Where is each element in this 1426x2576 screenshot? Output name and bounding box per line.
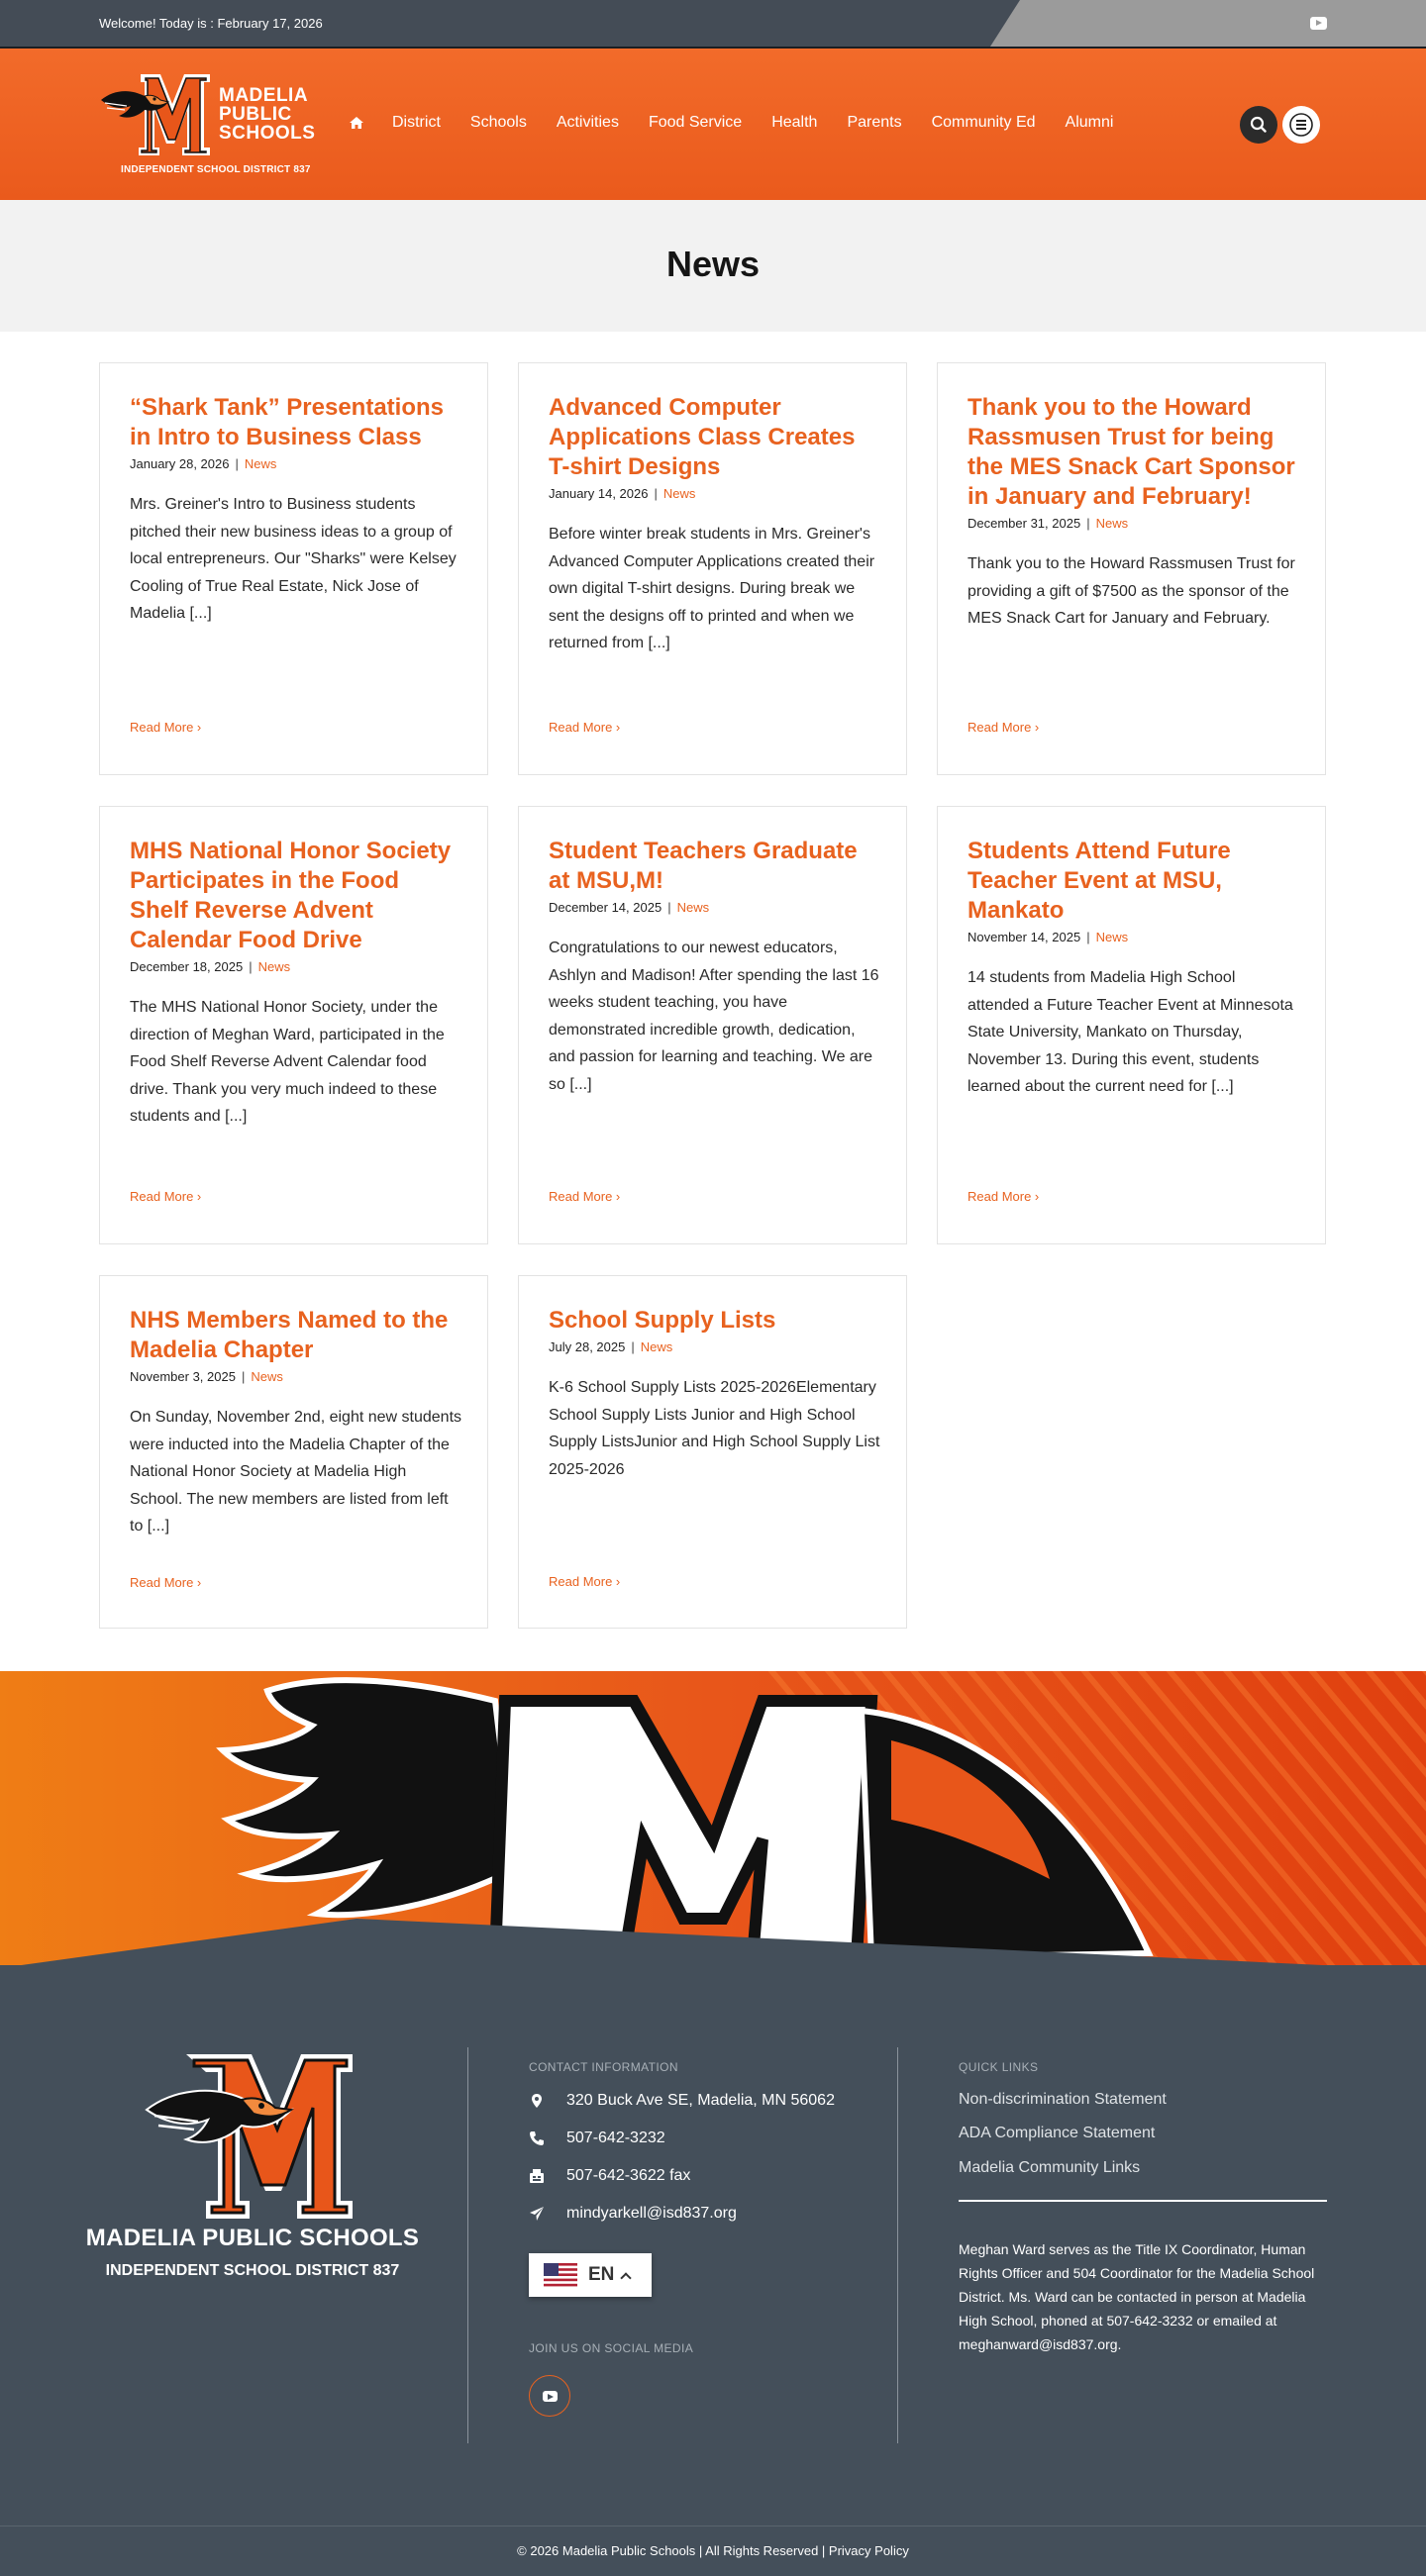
copyright-bar — [0, 2526, 1426, 2576]
quick-link-community-links[interactable]: Madelia Community Links — [959, 2159, 1141, 2176]
news-category-link[interactable]: News — [251, 1369, 283, 1384]
hamburger-menu-icon — [1282, 106, 1320, 144]
site-header — [0, 49, 1426, 200]
read-more-link[interactable]: Read More › — [549, 720, 621, 735]
news-card-title[interactable]: MHS National Honor Society Participates in the Food Shelf Reverse Advent Calendar Food Drive — [130, 838, 452, 953]
news-card-excerpt: Congratulations to our newest educators, Ashlyn and Madison! After spending the last 16 weeks student teaching, you have demonstrated incredible growth, dedication, and passion for learning and teaching. We are so [...] — [549, 940, 879, 1093]
nav-district[interactable]: District — [392, 114, 441, 131]
logo-district-text: INDEPENDENT SCHOOL DISTRICT 837 — [121, 164, 311, 175]
logo-wordmark: MADELIA PUBLIC SCHOOLS — [219, 85, 316, 144]
news-card-excerpt: Thank you to the Howard Rassmusen Trust for providing a gift of $7500 as the sponsor of the MES Snack Cart for January and February. — [968, 555, 1295, 627]
top-bar-social-area — [990, 0, 1426, 47]
news-card — [99, 1275, 488, 1629]
us-flag-icon — [544, 2263, 577, 2287]
read-more-link[interactable]: Read More › — [968, 720, 1040, 735]
language-selector[interactable] — [529, 2253, 652, 2297]
read-more-link[interactable]: Read More › — [130, 1575, 202, 1590]
chevron-up-icon — [621, 2272, 632, 2283]
social-heading: JOIN US ON SOCIAL MEDIA — [529, 2341, 694, 2355]
news-card-meta: December 14, 2025 | News — [549, 900, 710, 915]
nav-activities[interactable]: Activities — [556, 114, 619, 131]
contact-email[interactable]: mindyarkell@isd837.org — [529, 2205, 737, 2223]
news-card-excerpt: 14 students from Madelia High School attended a Future Teacher Event at Minnesota State University, Mankato on Thursday, November 13. During this event, students learned about the current need for [...] — [968, 969, 1293, 1095]
news-card — [937, 806, 1326, 1244]
page-title: News — [665, 244, 761, 284]
phone-icon — [529, 2130, 545, 2146]
news-card — [518, 806, 907, 1244]
site-logo[interactable] — [99, 70, 327, 179]
paper-plane-icon — [529, 2206, 545, 2222]
news-category-link[interactable]: News — [640, 1339, 673, 1354]
footer-eagle-m-logo-icon — [143, 2052, 360, 2221]
footer-school-name: MADELIA PUBLIC SCHOOLS — [85, 2225, 420, 2251]
news-card-excerpt: Mrs. Greiner's Intro to Business students pitched their new business ideas to a group of local entrepreneurs. Our "Sharks" were Kelsey Cooling of True Real Estate, Nick Jose of Madelia [...] — [130, 496, 457, 622]
nav-parents[interactable]: Parents — [847, 114, 902, 131]
search-icon — [1240, 106, 1277, 144]
news-card — [518, 362, 907, 775]
youtube-icon[interactable] — [1310, 17, 1327, 30]
fax-icon — [529, 2168, 545, 2184]
news-card-meta: January 28, 2026 | News — [130, 456, 277, 471]
top-bar — [0, 0, 1426, 49]
main-nav — [349, 114, 1143, 132]
read-more-link[interactable]: Read More › — [130, 720, 202, 735]
news-card-meta: July 28, 2025 | News — [549, 1339, 673, 1354]
news-card — [937, 362, 1326, 775]
search-button[interactable] — [1240, 106, 1277, 144]
nav-alumni[interactable]: Alumni — [1065, 114, 1114, 131]
news-card-title[interactable]: Advanced Computer Applications Class Creates T-shirt Designs — [549, 394, 856, 480]
footer-divider — [897, 2047, 898, 2443]
copyright-text: © 2026 Madelia Public Schools | All Rights Reserved | Privacy Policy — [517, 2543, 909, 2558]
menu-button[interactable] — [1282, 106, 1320, 144]
news-card-meta: December 18, 2025 | News — [130, 959, 291, 974]
footer-district-text: INDEPENDENT SCHOOL DISTRICT 837 — [105, 2262, 400, 2279]
news-card-title[interactable]: NHS Members Named to the Madelia Chapter — [130, 1307, 449, 1363]
news-card-meta: November 14, 2025 | News — [968, 930, 1129, 944]
contact-heading: CONTACT INFORMATION — [529, 2060, 678, 2074]
title-ix-statement: Meghan Ward serves as the Title IX Coordinator, Human Rights Officer and 504 Coordinator for the Madelia School District. Ms. Ward can be contacted in person at Madelia High School, phoned at 507-642-3232 or emailed at meghanward@isd837.org. — [959, 2241, 1315, 2352]
quick-links-divider — [959, 2200, 1327, 2202]
news-category-link[interactable]: News — [662, 486, 696, 501]
quick-links-heading: QUICK LINKS — [959, 2060, 1039, 2074]
contact-address: 320 Buck Ave SE, Madelia, MN 56062 — [529, 2092, 835, 2110]
news-card-title[interactable]: Thank you to the Howard Rassmusen Trust for being the MES Snack Cart Sponsor in January and February! — [968, 394, 1295, 510]
read-more-link[interactable]: Read More › — [968, 1189, 1040, 1204]
read-more-link[interactable]: Read More › — [130, 1189, 202, 1204]
map-pin-icon — [529, 2093, 545, 2109]
news-category-link[interactable]: News — [257, 959, 291, 974]
news-category-link[interactable]: News — [1095, 930, 1129, 944]
quick-link-ada-compliance[interactable]: ADA Compliance Statement — [959, 2125, 1156, 2141]
news-card-excerpt: On Sunday, November 2nd, eight new students were inducted into the Madelia Chapter of the National Honor Society at Madelia High School. The new members are listed from left to [...] — [130, 1409, 462, 1535]
news-card-meta: January 14, 2026 | News — [549, 486, 696, 501]
eagle-m-logo-icon — [99, 70, 218, 159]
page-title-band — [0, 200, 1426, 332]
mascot-banner-image — [0, 1671, 1426, 1970]
news-card — [99, 362, 488, 775]
news-category-link[interactable]: News — [1095, 516, 1129, 531]
welcome-date-text: Welcome! Today is : February 17, 2026 — [99, 16, 323, 31]
nav-community-ed[interactable]: Community Ed — [931, 114, 1036, 131]
contact-phone: 507-642-3232 — [529, 2130, 665, 2147]
read-more-link[interactable]: Read More › — [549, 1574, 621, 1589]
news-card-title[interactable]: Student Teachers Graduate at MSU,M! — [549, 838, 858, 894]
nav-food-service[interactable]: Food Service — [648, 114, 743, 131]
news-card-title[interactable]: “Shark Tank” Presentations in Intro to Business Class — [130, 394, 444, 450]
footer-youtube-button[interactable] — [529, 2375, 570, 2417]
nav-schools[interactable]: Schools — [469, 114, 527, 131]
news-card-meta: November 3, 2025 | News — [130, 1369, 283, 1384]
news-card-meta: December 31, 2025 | News — [968, 516, 1129, 531]
news-card-title[interactable]: School Supply Lists — [549, 1307, 776, 1334]
youtube-icon — [543, 2391, 558, 2402]
nav-health[interactable]: Health — [771, 114, 818, 131]
language-code: EN — [588, 2264, 615, 2285]
site-footer — [0, 1965, 1426, 2526]
quick-link-non-discrimination[interactable]: Non-discrimination Statement — [959, 2091, 1167, 2108]
news-card-title[interactable]: Students Attend Future Teacher Event at MSU, Mankato — [968, 838, 1231, 924]
read-more-link[interactable]: Read More › — [549, 1189, 621, 1204]
contact-fax: 507-642-3622 fax — [529, 2167, 690, 2185]
news-category-link[interactable]: News — [244, 456, 277, 471]
footer-divider — [467, 2047, 468, 2443]
news-card-excerpt: Before winter break students in Mrs. Greiner's Advanced Computer Applications created their own digital T-shirt designs. During break we sent the designs off to printed and when we returned from [...] — [549, 526, 875, 651]
news-card-excerpt: The MHS National Honor Society, under the direction of Meghan Ward, participated in the Food Shelf Reverse Advent Calendar food drive. Thank you very much indeed to these students and [...] — [130, 999, 445, 1125]
home-icon[interactable] — [349, 115, 364, 131]
news-card-excerpt: K-6 School Supply Lists 2025-2026Elementary School Supply Lists Junior and High School Supply ListsJunior and High School Supply List 2025-2026 — [549, 1379, 880, 1478]
news-category-link[interactable]: News — [676, 900, 710, 915]
news-card — [99, 806, 488, 1244]
news-card — [518, 1275, 907, 1629]
